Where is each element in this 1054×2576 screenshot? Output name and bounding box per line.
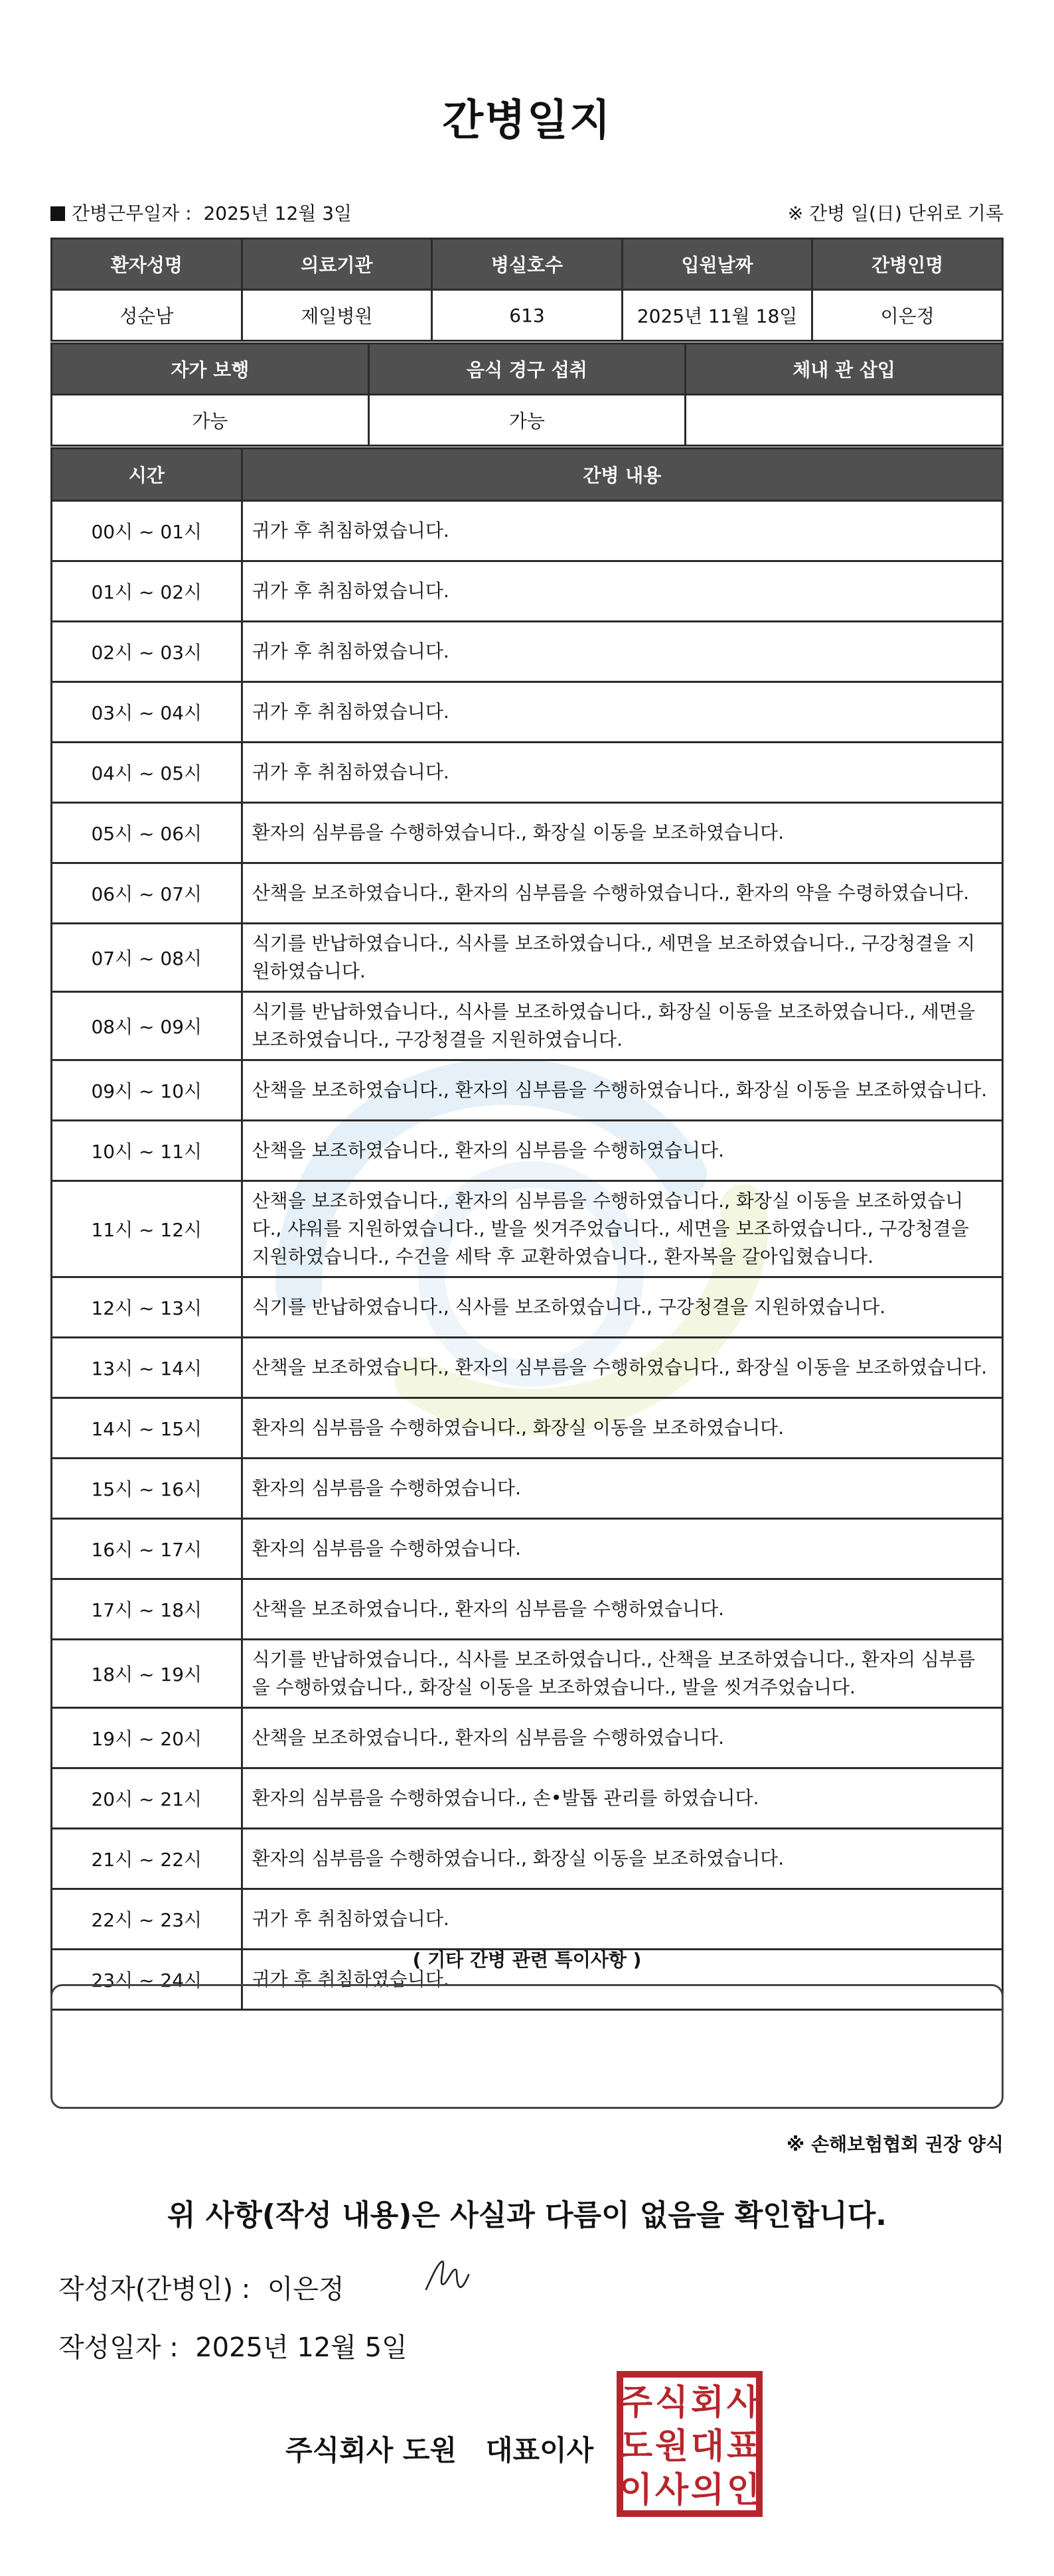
log-time-cell: 20시 ~ 21시 xyxy=(52,1768,242,1829)
tube-insertion-value xyxy=(686,395,1003,446)
header-hospital: 의료기관 xyxy=(242,239,432,290)
log-row xyxy=(52,1459,1003,1519)
log-content-cell: 산책을 보조하였습니다., 환자의 심부름을 수행하였습니다. xyxy=(242,1579,1002,1640)
log-row xyxy=(52,992,1003,1060)
log-time-cell: 06시 ~ 07시 xyxy=(52,863,242,924)
square-bullet-icon xyxy=(50,206,65,221)
recommendation-note: ※ 손해보험협회 권장 양식 xyxy=(787,2133,1004,2155)
log-body xyxy=(52,501,1003,2010)
header-care-content: 간병 내용 xyxy=(242,449,1002,501)
log-time-cell: 14시 ~ 15시 xyxy=(52,1398,242,1459)
ability-value-row xyxy=(52,395,1003,446)
written-date-value: 2025년 12월 5일 xyxy=(195,2332,408,2363)
patient-header-row xyxy=(52,239,1003,290)
seal-character: 이 xyxy=(619,2470,653,2510)
signature-scribble xyxy=(422,2255,482,2301)
caregiver-name: 이은정 xyxy=(812,290,1003,341)
log-time-cell: 09시 ~ 10시 xyxy=(52,1060,242,1121)
log-row xyxy=(52,743,1003,803)
log-time-cell: 19시 ~ 20시 xyxy=(52,1708,242,1768)
self-walking-value: 가능 xyxy=(52,395,369,446)
log-time-cell: 03시 ~ 04시 xyxy=(52,682,242,743)
log-time-cell: 18시 ~ 19시 xyxy=(52,1640,242,1708)
patient-info-table xyxy=(50,238,1004,342)
log-content-cell: 환자의 심부름을 수행하였습니다., 화장실 이동을 보조하였습니다. xyxy=(242,803,1002,863)
log-row xyxy=(52,1519,1003,1579)
confirmation-statement: 위 사항(작성 내용)은 사실과 다름이 없음을 확인합니다. xyxy=(167,2198,887,2232)
log-content-cell: 식기를 반납하였습니다., 식사를 보조하였습니다., 산책을 보조하였습니다., 환자의 심부름을 수행하였습니다., 화장실 이동을 보조하였습니다., 발을 씻겨주었습니다. xyxy=(242,1640,1002,1708)
log-row xyxy=(52,1060,1003,1121)
ability-header-row xyxy=(52,344,1003,395)
log-time-cell: 05시 ~ 06시 xyxy=(52,803,242,863)
oral-intake-value: 가능 xyxy=(368,395,686,446)
log-time-cell: 16시 ~ 17시 xyxy=(52,1519,242,1579)
log-content-cell: 식기를 반납하였습니다., 식사를 보조하였습니다., 세면을 보조하였습니다., 구강청결을 지원하였습니다. xyxy=(242,924,1002,992)
log-time-cell: 21시 ~ 22시 xyxy=(52,1829,242,1889)
hourly-care-log-table xyxy=(50,447,1004,2011)
log-time-cell: 04시 ~ 05시 xyxy=(52,743,242,803)
seal-character: 회 xyxy=(690,2383,725,2423)
log-row xyxy=(52,1181,1003,1277)
log-row xyxy=(52,863,1003,924)
log-time-cell: 23시 ~ 24시 xyxy=(52,1950,242,2010)
log-content-cell: 환자의 심부름을 수행하였습니다. xyxy=(242,1459,1002,1519)
patient-name: 성순남 xyxy=(52,290,242,341)
patient-ability-table xyxy=(50,342,1004,447)
log-content-cell: 귀가 후 취침하였습니다. xyxy=(242,561,1002,622)
log-time-cell: 00시 ~ 01시 xyxy=(52,501,242,561)
written-date-label: 작성일자 : xyxy=(58,2332,179,2363)
work-date-value: 2025년 12월 3일 xyxy=(203,202,352,224)
seal-character: 인 xyxy=(726,2470,761,2510)
record-note: ※ 간병 일(日) 단위로 기록 xyxy=(787,202,1004,224)
written-date-line xyxy=(58,2326,408,2364)
log-content-cell: 환자의 심부름을 수행하였습니다., 화장실 이동을 보조하였습니다. xyxy=(242,1829,1002,1889)
log-row xyxy=(52,924,1003,992)
seal-character: 사 xyxy=(726,2383,761,2423)
patient-value-row xyxy=(52,290,1003,341)
page-title: 간병일지 xyxy=(442,96,612,145)
work-date-label: 간병근무일자 : xyxy=(72,202,192,224)
admission-date: 2025년 11월 18일 xyxy=(622,290,812,341)
seal-character: 대 xyxy=(690,2427,725,2467)
log-time-cell: 12시 ~ 13시 xyxy=(52,1277,242,1338)
log-time-cell: 08시 ~ 09시 xyxy=(52,992,242,1060)
log-row xyxy=(52,1640,1003,1708)
log-row xyxy=(52,1277,1003,1338)
room-number: 613 xyxy=(432,290,623,341)
log-row xyxy=(52,501,1003,561)
log-time-cell: 22시 ~ 23시 xyxy=(52,1889,242,1950)
log-content-cell: 환자의 심부름을 수행하였습니다., 화장실 이동을 보조하였습니다. xyxy=(242,1398,1002,1459)
log-row xyxy=(52,803,1003,863)
log-content-cell: 귀가 후 취침하였습니다. xyxy=(242,682,1002,743)
hospital-name: 제일병원 xyxy=(242,290,432,341)
log-content-cell: 귀가 후 취침하였습니다. xyxy=(242,1950,1002,2010)
log-content-cell: 산책을 보조하였습니다., 환자의 심부름을 수행하였습니다., 화장실 이동을 보조하였습니다. xyxy=(242,1060,1002,1121)
company-representative: 주식회사 도원 대표이사 xyxy=(285,2434,594,2467)
header-admission-date: 입원날짜 xyxy=(622,239,812,290)
work-date xyxy=(50,199,352,226)
notes-title: ( 기타 간병 관련 특이사항 ) xyxy=(412,1949,642,1971)
seal-character: 주 xyxy=(619,2383,653,2423)
log-time-cell: 13시 ~ 14시 xyxy=(52,1338,242,1398)
header-room-number: 병실호수 xyxy=(432,239,623,290)
log-row xyxy=(52,1338,1003,1398)
log-row xyxy=(52,1121,1003,1181)
log-time-cell: 11시 ~ 12시 xyxy=(52,1181,242,1277)
log-time-cell: 15시 ~ 16시 xyxy=(52,1459,242,1519)
log-content-cell: 귀가 후 취침하였습니다. xyxy=(242,501,1002,561)
log-row xyxy=(52,1829,1003,1889)
log-content-cell: 환자의 심부름을 수행하였습니다., 손•발톱 관리를 하였습니다. xyxy=(242,1768,1002,1829)
header-oral-intake: 음식 경구 섭취 xyxy=(368,344,686,395)
log-time-cell: 02시 ~ 03시 xyxy=(52,622,242,682)
log-content-cell: 귀가 후 취침하였습니다. xyxy=(242,1889,1002,1950)
log-content-cell: 식기를 반납하였습니다., 식사를 보조하였습니다., 구강청결을 지원하였습니다. xyxy=(242,1277,1002,1338)
writer-name: 이은정 xyxy=(267,2274,344,2305)
log-content-cell: 귀가 후 취침하였습니다. xyxy=(242,743,1002,803)
writer-line xyxy=(58,2268,344,2306)
log-time-cell: 01시 ~ 02시 xyxy=(52,561,242,622)
log-content-cell: 환자의 심부름을 수행하였습니다. xyxy=(242,1519,1002,1579)
log-row xyxy=(52,1398,1003,1459)
header-time: 시간 xyxy=(52,449,242,501)
header-tube-insertion: 체내 관 삽입 xyxy=(686,344,1003,395)
seal-character: 식 xyxy=(654,2383,689,2423)
log-row xyxy=(52,682,1003,743)
seal-character: 표 xyxy=(726,2427,761,2467)
header-self-walking: 자가 보행 xyxy=(52,344,369,395)
company-seal-stamp xyxy=(616,2370,763,2518)
log-row xyxy=(52,1889,1003,1950)
seal-character: 의 xyxy=(690,2470,725,2510)
work-date-row xyxy=(50,199,1004,226)
log-content-cell: 산책을 보조하였습니다., 환자의 심부름을 수행하였습니다., 화장실 이동을 보조하였습니다. xyxy=(242,1338,1002,1398)
log-row xyxy=(52,1579,1003,1640)
log-content-cell: 산책을 보조하였습니다., 환자의 심부름을 수행하였습니다., 환자의 약을 수령하였습니다. xyxy=(242,863,1002,924)
writer-label: 작성자(간병인) : xyxy=(58,2274,251,2305)
log-time-cell: 10시 ~ 11시 xyxy=(52,1121,242,1181)
seal-character: 사 xyxy=(654,2470,689,2510)
log-header-row xyxy=(52,449,1003,501)
seal-character: 원 xyxy=(654,2427,689,2467)
header-patient-name: 환자성명 xyxy=(52,239,242,290)
header-caregiver-name: 간병인명 xyxy=(812,239,1003,290)
log-content-cell: 산책을 보조하였습니다., 환자의 심부름을 수행하였습니다., 화장실 이동을 보조하였습니다., 샤워를 지원하였습니다., 발을 씻겨주었습니다., 세면을 보조하였습니다., 구강청결을 지원하였습니다., 수건을 세탁 후 교환하였습니다., 환자복을 갈아입혔습니다. xyxy=(242,1181,1002,1277)
log-content-cell: 산책을 보조하였습니다., 환자의 심부름을 수행하였습니다. xyxy=(242,1708,1002,1768)
log-row xyxy=(52,622,1003,682)
seal-character: 도 xyxy=(619,2427,653,2467)
log-row xyxy=(52,561,1003,622)
log-time-cell: 17시 ~ 18시 xyxy=(52,1579,242,1640)
log-row xyxy=(52,1708,1003,1768)
log-content-cell: 산책을 보조하였습니다., 환자의 심부름을 수행하였습니다. xyxy=(242,1121,1002,1181)
log-time-cell: 07시 ~ 08시 xyxy=(52,924,242,992)
log-content-cell: 식기를 반납하였습니다., 식사를 보조하였습니다., 화장실 이동을 보조하였습니다., 세면을 보조하였습니다., 구강청결을 지원하였습니다. xyxy=(242,992,1002,1060)
log-row xyxy=(52,1768,1003,1829)
special-notes-box xyxy=(50,1984,1004,2109)
log-content-cell: 귀가 후 취침하였습니다. xyxy=(242,622,1002,682)
